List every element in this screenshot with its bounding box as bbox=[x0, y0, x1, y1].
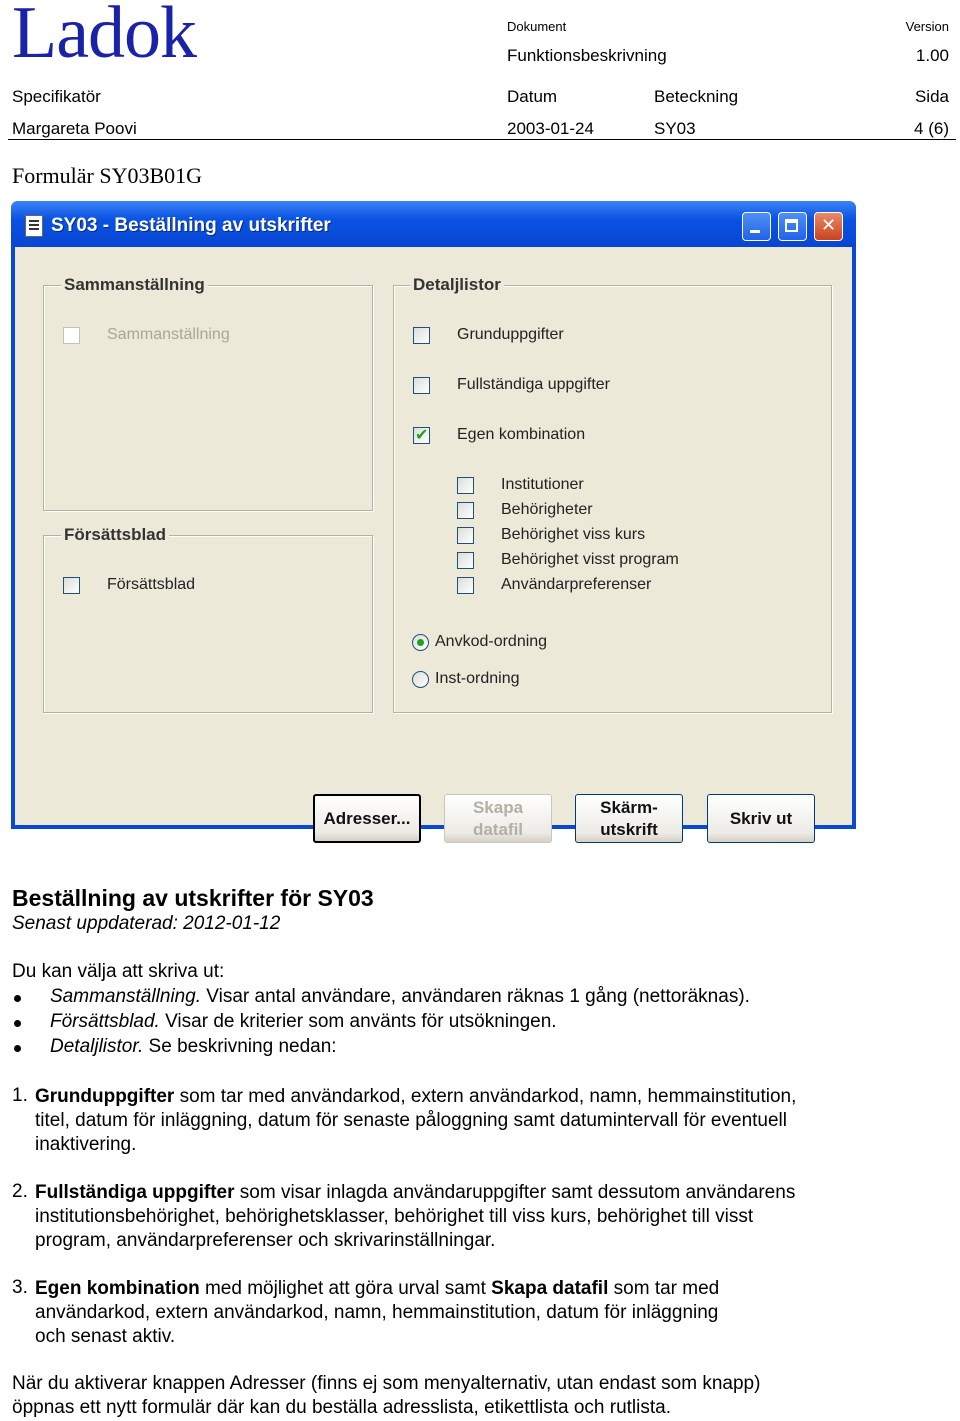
item-egen-kombination: Egen kombination med möjlighet att göra urval samt Skapa datafil som tar med användarkod, extern användarkod, namn, hemmainstitution, datum för inläggning och senast aktiv. bbox=[35, 1278, 720, 1347]
grunduppgifter-checkbox[interactable] bbox=[413, 327, 430, 344]
version-label: Version bbox=[905, 19, 949, 34]
institutioner-checkbox[interactable] bbox=[457, 477, 474, 494]
beteckning-label: Beteckning bbox=[654, 87, 739, 106]
window-titlebar[interactable] bbox=[11, 201, 856, 247]
window-title: SY03 - Beställning av utskrifter bbox=[51, 215, 331, 236]
skriv-ut-button[interactable] bbox=[707, 794, 815, 843]
specifikator-value: Margareta Poovi bbox=[12, 119, 137, 138]
forsattsblad-checkbox[interactable] bbox=[63, 577, 80, 594]
sammanstallning-checkbox-label: Sammanställning bbox=[107, 326, 230, 343]
forsattsblad-group bbox=[43, 535, 373, 713]
ladok-logo: Ladok bbox=[12, 0, 197, 74]
anvandarpreferenser-checkbox[interactable] bbox=[457, 577, 474, 594]
adresser-button[interactable] bbox=[313, 794, 421, 843]
anvkod-ordning-radio[interactable] bbox=[412, 634, 429, 651]
detaljlistor-group-title: Detaljlistor bbox=[410, 275, 504, 295]
datum-label: Datum bbox=[507, 87, 558, 106]
behorigheter-checkbox[interactable] bbox=[457, 502, 474, 519]
egen-kombination-checkbox[interactable] bbox=[413, 427, 430, 444]
header-divider bbox=[8, 139, 956, 140]
dialog-client-area bbox=[15, 247, 852, 839]
minimize-button[interactable] bbox=[742, 212, 771, 241]
dokument-label: Dokument bbox=[507, 19, 567, 34]
item-number: 3. bbox=[12, 1277, 28, 1298]
grunduppgifter-label: Grunduppgifter bbox=[457, 326, 564, 343]
anvandarpreferenser-label: Användarpreferenser bbox=[501, 576, 652, 593]
bullet-forsattsblad: Försättsblad. Visar de kriterier som använts för utsökningen. bbox=[50, 1011, 557, 1032]
forsattsblad-group-title: Försättsblad bbox=[61, 525, 169, 545]
skarmutskrift-line1: Skärm- bbox=[600, 797, 658, 817]
bullet-dot bbox=[14, 1020, 21, 1027]
bullet-dot bbox=[14, 1045, 21, 1052]
document-icon bbox=[25, 215, 43, 237]
forsattsblad-checkbox-label: Försättsblad bbox=[107, 576, 196, 593]
updated-date: Senast uppdaterad: 2012-01-12 bbox=[12, 913, 281, 934]
skapa-datafil-line1: Skapa bbox=[472, 797, 524, 817]
skarmutskrift-button[interactable] bbox=[575, 794, 683, 843]
fullstandiga-uppgifter-checkbox[interactable] bbox=[413, 377, 430, 394]
sida-label: Sida bbox=[914, 87, 949, 106]
sammanstallning-checkbox[interactable] bbox=[63, 327, 80, 344]
inst-ordning-radio[interactable] bbox=[412, 671, 429, 688]
institutioner-label: Institutioner bbox=[501, 476, 584, 493]
behorighet-viss-kurs-label: Behörighet viss kurs bbox=[501, 526, 646, 543]
specifikator-label: Specifikatör bbox=[12, 87, 101, 106]
sida-value: 4 (6) bbox=[914, 119, 949, 138]
bullet-detaljlistor: Detaljlistor. Se beskrivning nedan: bbox=[50, 1036, 337, 1057]
skriv-ut-button-label: Skriv ut bbox=[729, 808, 793, 828]
close-button[interactable] bbox=[814, 212, 843, 241]
fullstandiga-uppgifter-label: Fullständiga uppgifter bbox=[457, 376, 610, 393]
behorighet-visst-program-checkbox[interactable] bbox=[457, 552, 474, 569]
bullet-dot bbox=[14, 995, 21, 1002]
behorigheter-label: Behörigheter bbox=[501, 501, 593, 518]
form-title: Formulär SY03B01G bbox=[12, 163, 203, 188]
skarmutskrift-line2: utskrift bbox=[600, 819, 658, 839]
item-grunduppgifter: Grunduppgifter som tar med användarkod, extern användarkod, namn, hemmainstitution, titel, datum för inläggning, datum för senaste påloggning samt datumintervall för eventuell inaktivering. bbox=[35, 1086, 797, 1155]
anvkod-ordning-label: Anvkod-ordning bbox=[435, 633, 548, 650]
skapa-datafil-line2: datafil bbox=[472, 819, 524, 839]
section-heading: Beställning av utskrifter för SY03 bbox=[12, 885, 374, 911]
adresser-button-label: Adresser... bbox=[323, 808, 411, 828]
egen-kombination-label: Egen kombination bbox=[457, 426, 586, 443]
bullet-sammanstallning: Sammanställning. Visar antal användare, användaren räknas 1 gång (nettoräknas). bbox=[50, 986, 750, 1007]
behorighet-visst-program-label: Behörighet visst program bbox=[501, 551, 679, 568]
dokument-value: Funktionsbeskrivning bbox=[507, 46, 667, 65]
sammanstallning-group bbox=[43, 285, 373, 511]
sy03-dialog-window bbox=[11, 201, 856, 839]
final-paragraph-line1: När du aktiverar knappen Adresser (finns ej som menyalternativ, utan endast som knapp) bbox=[12, 1373, 761, 1394]
behorighet-viss-kurs-checkbox[interactable] bbox=[457, 527, 474, 544]
skapa-datafil-button[interactable] bbox=[444, 794, 552, 843]
datum-value: 2003-01-24 bbox=[507, 119, 594, 138]
intro-text: Du kan välja att skriva ut: bbox=[12, 961, 225, 982]
sammanstallning-group-title: Sammanställning bbox=[61, 275, 208, 295]
final-paragraph-line2: öppnas ett nytt formulär där kan du beställa adresslista, etikettlista och rutlista. bbox=[12, 1397, 671, 1418]
beteckning-value: SY03 bbox=[654, 119, 696, 138]
item-number: 2. bbox=[12, 1181, 28, 1202]
inst-ordning-label: Inst-ordning bbox=[435, 670, 520, 687]
maximize-button[interactable] bbox=[778, 212, 807, 241]
item-fullstandiga-uppgifter: Fullständiga uppgifter som visar inlagda användaruppgifter samt dessutom användarens institutionsbehörighet, behörighetsklasser, behörighet till viss kurs, behörighet till visst program, användarpreferenser och skrivarinställningar. bbox=[35, 1182, 796, 1251]
item-number: 1. bbox=[12, 1085, 28, 1106]
version-value: 1.00 bbox=[915, 46, 949, 65]
